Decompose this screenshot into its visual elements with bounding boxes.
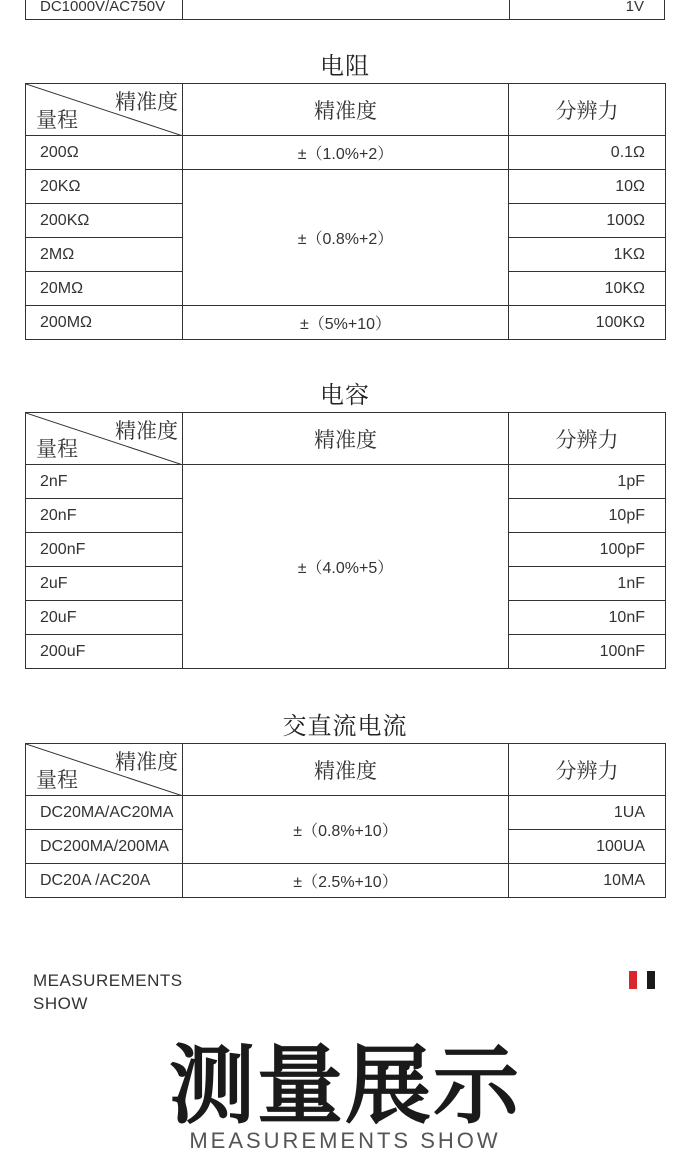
resolution-cell: 0.1Ω xyxy=(509,136,666,170)
voltage-accuracy-cell xyxy=(183,0,510,19)
diagonal-header-cell xyxy=(26,413,183,465)
resolution-cell: 10nF xyxy=(509,601,666,635)
diag-bottom-label: 量程 xyxy=(36,109,78,132)
voltage-resolution-cell: 1V xyxy=(625,0,644,15)
range-cell: DC20A /AC20A xyxy=(26,864,183,898)
range-cell: 2nF xyxy=(26,465,183,499)
measurements-subtitle: MEASUREMENTS SHOW xyxy=(189,1128,501,1153)
diag-bottom-label: 量程 xyxy=(36,769,78,792)
resolution-cell: 100UA xyxy=(509,830,666,864)
range-cell: 20MΩ xyxy=(26,272,183,306)
table-header-row xyxy=(26,744,666,796)
diag-bottom-label: 量程 xyxy=(36,438,78,461)
table-row xyxy=(26,170,666,204)
accuracy-cell: ±（5%+10） xyxy=(183,306,509,340)
resolution-cell: 1KΩ xyxy=(509,238,666,272)
range-cell: 20uF xyxy=(26,601,183,635)
black-bar-icon xyxy=(647,971,655,989)
current-table xyxy=(25,743,666,898)
resolution-cell: 10MA xyxy=(509,864,666,898)
diag-top-label: 精准度 xyxy=(115,91,178,114)
table-row xyxy=(26,306,666,340)
table-row xyxy=(26,796,666,830)
measurements-title: 测量展示 xyxy=(169,1038,521,1134)
table-row xyxy=(26,864,666,898)
range-cell: 2uF xyxy=(26,567,183,601)
range-cell: 2MΩ xyxy=(26,238,183,272)
accuracy-cell: ±（1.0%+2） xyxy=(183,136,509,170)
resolution-cell: 100pF xyxy=(509,533,666,567)
resolution-cell: 100nF xyxy=(509,635,666,669)
resolution-header: 分辨力 xyxy=(509,744,666,796)
resolution-header: 分辨力 xyxy=(509,84,666,136)
resolution-cell: 100KΩ xyxy=(509,306,666,340)
voltage-table-last-row xyxy=(25,0,665,20)
range-cell: 200uF xyxy=(26,635,183,669)
range-cell: 200Ω xyxy=(26,136,183,170)
resistance-section-title: 电阻 xyxy=(320,53,370,80)
accuracy-header: 精准度 xyxy=(183,413,509,465)
accuracy-cell: ±（0.8%+10） xyxy=(183,796,509,864)
resolution-cell: 10KΩ xyxy=(509,272,666,306)
red-bar-icon xyxy=(629,971,637,989)
diagonal-header-cell xyxy=(26,84,183,136)
accuracy-header: 精准度 xyxy=(183,744,509,796)
range-cell: 200KΩ xyxy=(26,204,183,238)
table-row xyxy=(26,136,666,170)
voltage-range-cell: DC1000V/AC750V xyxy=(26,0,183,19)
range-cell: 20nF xyxy=(26,499,183,533)
resolution-cell: 1nF xyxy=(509,567,666,601)
range-cell: 20KΩ xyxy=(26,170,183,204)
resolution-cell: 100Ω xyxy=(509,204,666,238)
accuracy-cell: ±（2.5%+10） xyxy=(183,864,509,898)
measurements-label-line2: SHOW xyxy=(33,994,88,1013)
table-row xyxy=(26,465,666,499)
capacitance-table xyxy=(25,412,666,669)
resolution-cell: 10Ω xyxy=(509,170,666,204)
current-section-title: 交直流电流 xyxy=(282,713,408,740)
range-cell: DC200MA/200MA xyxy=(26,830,183,864)
diag-top-label: 精准度 xyxy=(115,420,178,443)
accuracy-cell: ±（0.8%+2） xyxy=(183,170,509,306)
measurements-show-label xyxy=(33,969,183,1015)
table-header-row xyxy=(26,413,666,465)
measurements-label-line1: MEASUREMENTS xyxy=(33,971,183,990)
diag-top-label: 精准度 xyxy=(115,751,178,774)
range-cell: 200nF xyxy=(26,533,183,567)
accuracy-cell: ±（4.0%+5） xyxy=(183,465,509,669)
resolution-cell: 1UA xyxy=(509,796,666,830)
range-cell: DC20MA/AC20MA xyxy=(26,796,183,830)
resolution-cell: 10pF xyxy=(509,499,666,533)
table-header-row xyxy=(26,84,666,136)
resolution-header: 分辨力 xyxy=(509,413,666,465)
accuracy-header: 精准度 xyxy=(183,84,509,136)
range-cell: 200MΩ xyxy=(26,306,183,340)
capacitance-section-title: 电容 xyxy=(320,382,370,409)
diagonal-header-cell xyxy=(26,744,183,796)
resolution-cell: 1pF xyxy=(509,465,666,499)
resistance-table xyxy=(25,83,666,340)
